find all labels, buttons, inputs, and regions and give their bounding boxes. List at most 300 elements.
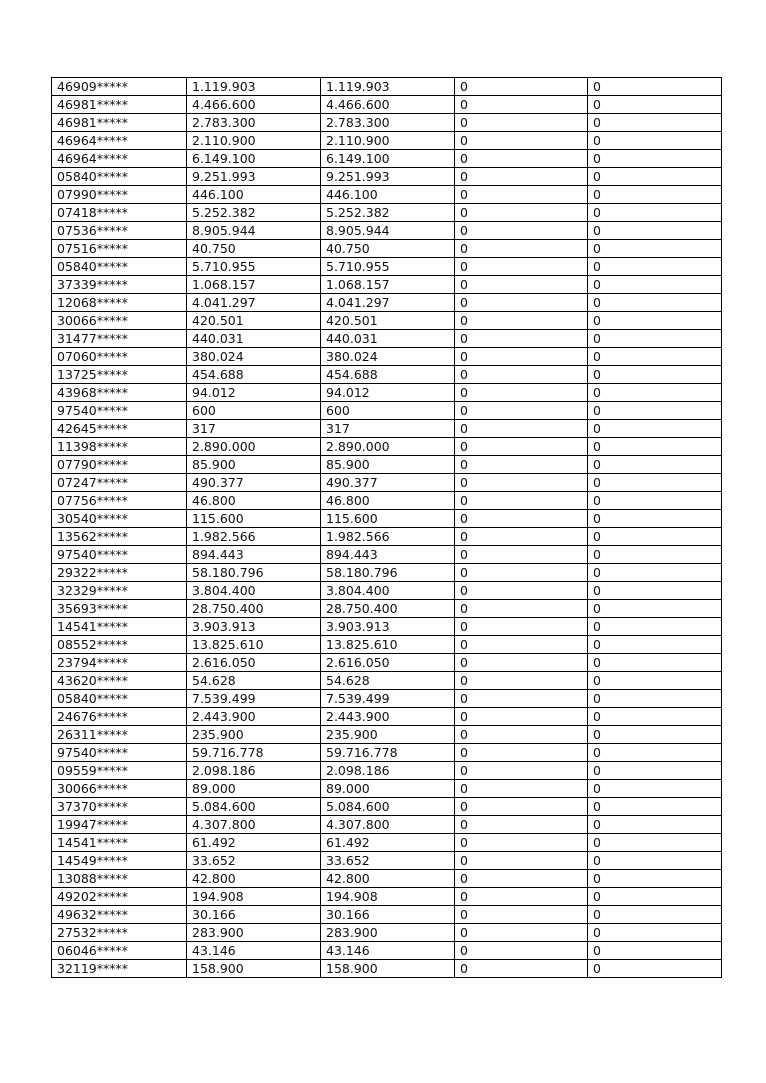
- amount-cell: 46.800: [187, 492, 321, 510]
- table-row: [52, 942, 722, 960]
- amount-cell: 2.783.300: [187, 114, 321, 132]
- value-cell: 0: [455, 456, 588, 474]
- value-cell-2: 0: [588, 960, 722, 978]
- amount-cell-2: 440.031: [321, 330, 455, 348]
- table-row: [52, 204, 722, 222]
- amount-cell: 440.031: [187, 330, 321, 348]
- amount-cell: 8.905.944: [187, 222, 321, 240]
- value-cell-2: 0: [588, 744, 722, 762]
- value-cell-2: 0: [588, 312, 722, 330]
- value-cell-2: 0: [588, 564, 722, 582]
- amount-cell: 30.166: [187, 906, 321, 924]
- value-cell-2: 0: [588, 852, 722, 870]
- amount-cell-2: 4.041.297: [321, 294, 455, 312]
- value-cell-2: 0: [588, 348, 722, 366]
- amount-cell: 28.750.400: [187, 600, 321, 618]
- value-cell-2: 0: [588, 942, 722, 960]
- id-cell: 46964*****: [52, 150, 187, 168]
- amount-cell-2: 446.100: [321, 186, 455, 204]
- value-cell-2: 0: [588, 78, 722, 96]
- id-cell: 05840*****: [52, 258, 187, 276]
- id-cell: 19947*****: [52, 816, 187, 834]
- amount-cell-2: 2.783.300: [321, 114, 455, 132]
- table-row: [52, 690, 722, 708]
- amount-cell: 283.900: [187, 924, 321, 942]
- table-row: [52, 240, 722, 258]
- value-cell: 0: [455, 78, 588, 96]
- id-cell: 07516*****: [52, 240, 187, 258]
- amount-cell: 2.443.900: [187, 708, 321, 726]
- id-cell: 09559*****: [52, 762, 187, 780]
- amount-cell-2: 89.000: [321, 780, 455, 798]
- table-row: [52, 798, 722, 816]
- id-cell: 97540*****: [52, 402, 187, 420]
- id-cell: 35693*****: [52, 600, 187, 618]
- amount-cell: 4.041.297: [187, 294, 321, 312]
- table-row: [52, 960, 722, 978]
- amount-cell: 7.539.499: [187, 690, 321, 708]
- id-cell: 07247*****: [52, 474, 187, 492]
- amount-cell-2: 158.900: [321, 960, 455, 978]
- id-cell: 42645*****: [52, 420, 187, 438]
- amount-cell-2: 2.110.900: [321, 132, 455, 150]
- table-row: [52, 600, 722, 618]
- amount-cell-2: 2.443.900: [321, 708, 455, 726]
- value-cell-2: 0: [588, 114, 722, 132]
- id-cell: 07756*****: [52, 492, 187, 510]
- id-cell: 32119*****: [52, 960, 187, 978]
- table-row: [52, 834, 722, 852]
- amount-cell-2: 5.084.600: [321, 798, 455, 816]
- value-cell: 0: [455, 384, 588, 402]
- amount-cell: 2.890.000: [187, 438, 321, 456]
- value-cell-2: 0: [588, 186, 722, 204]
- value-cell-2: 0: [588, 888, 722, 906]
- amount-cell: 3.903.913: [187, 618, 321, 636]
- amount-cell: 115.600: [187, 510, 321, 528]
- table-row: [52, 132, 722, 150]
- amount-cell-2: 9.251.993: [321, 168, 455, 186]
- table-row: [52, 168, 722, 186]
- value-cell: 0: [455, 654, 588, 672]
- value-cell-2: 0: [588, 510, 722, 528]
- table-row: [52, 438, 722, 456]
- amount-cell-2: 420.501: [321, 312, 455, 330]
- amount-cell: 61.492: [187, 834, 321, 852]
- amount-cell-2: 1.068.157: [321, 276, 455, 294]
- table-row: [52, 618, 722, 636]
- amount-cell-2: 3.804.400: [321, 582, 455, 600]
- table-row: [52, 888, 722, 906]
- amount-cell: 600: [187, 402, 321, 420]
- amount-cell: 2.616.050: [187, 654, 321, 672]
- amount-cell: 5.252.382: [187, 204, 321, 222]
- id-cell: 06046*****: [52, 942, 187, 960]
- amount-cell-2: 7.539.499: [321, 690, 455, 708]
- id-cell: 07060*****: [52, 348, 187, 366]
- value-cell: 0: [455, 600, 588, 618]
- value-cell: 0: [455, 420, 588, 438]
- table-row: [52, 582, 722, 600]
- amount-cell-2: 115.600: [321, 510, 455, 528]
- amount-cell-2: 3.903.913: [321, 618, 455, 636]
- value-cell-2: 0: [588, 924, 722, 942]
- value-cell-2: 0: [588, 672, 722, 690]
- table-body: [52, 78, 722, 978]
- amount-cell: 5.710.955: [187, 258, 321, 276]
- amount-cell: 33.652: [187, 852, 321, 870]
- value-cell-2: 0: [588, 366, 722, 384]
- amount-cell-2: 33.652: [321, 852, 455, 870]
- table-row: [52, 510, 722, 528]
- amount-cell: 446.100: [187, 186, 321, 204]
- value-cell: 0: [455, 834, 588, 852]
- table-row: [52, 258, 722, 276]
- id-cell: 14541*****: [52, 834, 187, 852]
- amount-cell-2: 317: [321, 420, 455, 438]
- amount-cell-2: 235.900: [321, 726, 455, 744]
- value-cell: 0: [455, 564, 588, 582]
- value-cell: 0: [455, 618, 588, 636]
- amount-cell: 317: [187, 420, 321, 438]
- value-cell: 0: [455, 222, 588, 240]
- value-cell: 0: [455, 186, 588, 204]
- amount-cell: 85.900: [187, 456, 321, 474]
- value-cell-2: 0: [588, 906, 722, 924]
- amount-cell-2: 42.800: [321, 870, 455, 888]
- amount-cell-2: 30.166: [321, 906, 455, 924]
- table-row: [52, 420, 722, 438]
- amount-cell-2: 600: [321, 402, 455, 420]
- table-row: [52, 906, 722, 924]
- table-row: [52, 384, 722, 402]
- value-cell-2: 0: [588, 528, 722, 546]
- id-cell: 14541*****: [52, 618, 187, 636]
- amount-cell: 158.900: [187, 960, 321, 978]
- amount-cell-2: 46.800: [321, 492, 455, 510]
- value-cell: 0: [455, 168, 588, 186]
- amount-cell-2: 1.982.566: [321, 528, 455, 546]
- amount-cell: 94.012: [187, 384, 321, 402]
- value-cell: 0: [455, 312, 588, 330]
- amount-cell-2: 13.825.610: [321, 636, 455, 654]
- id-cell: 11398*****: [52, 438, 187, 456]
- id-cell: 13725*****: [52, 366, 187, 384]
- amount-cell-2: 2.890.000: [321, 438, 455, 456]
- id-cell: 37370*****: [52, 798, 187, 816]
- value-cell-2: 0: [588, 600, 722, 618]
- id-cell: 46981*****: [52, 114, 187, 132]
- amount-cell-2: 85.900: [321, 456, 455, 474]
- value-cell: 0: [455, 438, 588, 456]
- table-row: [52, 312, 722, 330]
- value-cell: 0: [455, 150, 588, 168]
- value-cell-2: 0: [588, 456, 722, 474]
- id-cell: 46964*****: [52, 132, 187, 150]
- value-cell: 0: [455, 96, 588, 114]
- table-row: [52, 708, 722, 726]
- document-page: [51, 77, 721, 978]
- amount-cell: 235.900: [187, 726, 321, 744]
- amount-cell: 490.377: [187, 474, 321, 492]
- id-cell: 30066*****: [52, 780, 187, 798]
- value-cell-2: 0: [588, 654, 722, 672]
- amount-cell: 454.688: [187, 366, 321, 384]
- amount-cell-2: 8.905.944: [321, 222, 455, 240]
- value-cell: 0: [455, 888, 588, 906]
- table-row: [52, 348, 722, 366]
- amount-cell: 58.180.796: [187, 564, 321, 582]
- amount-cell-2: 43.146: [321, 942, 455, 960]
- value-cell-2: 0: [588, 330, 722, 348]
- table-row: [52, 546, 722, 564]
- value-cell-2: 0: [588, 582, 722, 600]
- table-row: [52, 276, 722, 294]
- id-cell: 14549*****: [52, 852, 187, 870]
- table-row: [52, 636, 722, 654]
- value-cell-2: 0: [588, 276, 722, 294]
- value-cell: 0: [455, 906, 588, 924]
- value-cell: 0: [455, 294, 588, 312]
- value-cell: 0: [455, 798, 588, 816]
- value-cell-2: 0: [588, 204, 722, 222]
- amount-cell: 6.149.100: [187, 150, 321, 168]
- value-cell: 0: [455, 636, 588, 654]
- value-cell-2: 0: [588, 492, 722, 510]
- id-cell: 13088*****: [52, 870, 187, 888]
- amount-cell: 40.750: [187, 240, 321, 258]
- value-cell-2: 0: [588, 690, 722, 708]
- value-cell: 0: [455, 726, 588, 744]
- id-cell: 23794*****: [52, 654, 187, 672]
- table-row: [52, 924, 722, 942]
- value-cell-2: 0: [588, 798, 722, 816]
- value-cell-2: 0: [588, 294, 722, 312]
- value-cell: 0: [455, 690, 588, 708]
- table-row: [52, 852, 722, 870]
- data-table: [51, 77, 722, 978]
- amount-cell-2: 194.908: [321, 888, 455, 906]
- amount-cell: 9.251.993: [187, 168, 321, 186]
- value-cell-2: 0: [588, 708, 722, 726]
- table-row: [52, 654, 722, 672]
- amount-cell-2: 454.688: [321, 366, 455, 384]
- amount-cell: 420.501: [187, 312, 321, 330]
- id-cell: 31477*****: [52, 330, 187, 348]
- value-cell: 0: [455, 258, 588, 276]
- table-row: [52, 150, 722, 168]
- amount-cell-2: 61.492: [321, 834, 455, 852]
- value-cell: 0: [455, 780, 588, 798]
- value-cell: 0: [455, 960, 588, 978]
- value-cell: 0: [455, 744, 588, 762]
- amount-cell: 2.098.186: [187, 762, 321, 780]
- table-row: [52, 870, 722, 888]
- amount-cell-2: 40.750: [321, 240, 455, 258]
- value-cell: 0: [455, 510, 588, 528]
- value-cell-2: 0: [588, 420, 722, 438]
- value-cell: 0: [455, 366, 588, 384]
- value-cell: 0: [455, 348, 588, 366]
- table-row: [52, 762, 722, 780]
- table-row: [52, 186, 722, 204]
- table-row: [52, 294, 722, 312]
- amount-cell-2: 490.377: [321, 474, 455, 492]
- amount-cell: 5.084.600: [187, 798, 321, 816]
- amount-cell: 894.443: [187, 546, 321, 564]
- amount-cell-2: 894.443: [321, 546, 455, 564]
- amount-cell-2: 2.098.186: [321, 762, 455, 780]
- table-row: [52, 222, 722, 240]
- value-cell: 0: [455, 816, 588, 834]
- table-row: [52, 492, 722, 510]
- value-cell-2: 0: [588, 438, 722, 456]
- table-row: [52, 96, 722, 114]
- table-row: [52, 564, 722, 582]
- table-row: [52, 528, 722, 546]
- amount-cell-2: 58.180.796: [321, 564, 455, 582]
- value-cell: 0: [455, 330, 588, 348]
- table-row: [52, 816, 722, 834]
- id-cell: 30066*****: [52, 312, 187, 330]
- id-cell: 37339*****: [52, 276, 187, 294]
- value-cell: 0: [455, 474, 588, 492]
- value-cell-2: 0: [588, 546, 722, 564]
- amount-cell: 1.982.566: [187, 528, 321, 546]
- value-cell: 0: [455, 852, 588, 870]
- amount-cell: 1.119.903: [187, 78, 321, 96]
- table-row: [52, 114, 722, 132]
- value-cell-2: 0: [588, 96, 722, 114]
- amount-cell-2: 59.716.778: [321, 744, 455, 762]
- amount-cell-2: 6.149.100: [321, 150, 455, 168]
- id-cell: 32329*****: [52, 582, 187, 600]
- id-cell: 49202*****: [52, 888, 187, 906]
- value-cell: 0: [455, 114, 588, 132]
- value-cell: 0: [455, 546, 588, 564]
- value-cell-2: 0: [588, 474, 722, 492]
- table-row: [52, 726, 722, 744]
- id-cell: 97540*****: [52, 546, 187, 564]
- amount-cell-2: 28.750.400: [321, 600, 455, 618]
- id-cell: 07990*****: [52, 186, 187, 204]
- value-cell-2: 0: [588, 762, 722, 780]
- amount-cell-2: 5.710.955: [321, 258, 455, 276]
- amount-cell: 13.825.610: [187, 636, 321, 654]
- amount-cell: 3.804.400: [187, 582, 321, 600]
- amount-cell: 1.068.157: [187, 276, 321, 294]
- amount-cell-2: 283.900: [321, 924, 455, 942]
- table-row: [52, 744, 722, 762]
- id-cell: 46981*****: [52, 96, 187, 114]
- value-cell: 0: [455, 204, 588, 222]
- id-cell: 07418*****: [52, 204, 187, 222]
- value-cell-2: 0: [588, 780, 722, 798]
- value-cell-2: 0: [588, 834, 722, 852]
- id-cell: 46909*****: [52, 78, 187, 96]
- amount-cell-2: 1.119.903: [321, 78, 455, 96]
- value-cell: 0: [455, 528, 588, 546]
- id-cell: 07790*****: [52, 456, 187, 474]
- amount-cell: 54.628: [187, 672, 321, 690]
- id-cell: 13562*****: [52, 528, 187, 546]
- value-cell: 0: [455, 240, 588, 258]
- value-cell-2: 0: [588, 636, 722, 654]
- id-cell: 43968*****: [52, 384, 187, 402]
- value-cell-2: 0: [588, 870, 722, 888]
- amount-cell-2: 380.024: [321, 348, 455, 366]
- amount-cell: 43.146: [187, 942, 321, 960]
- value-cell-2: 0: [588, 402, 722, 420]
- value-cell: 0: [455, 942, 588, 960]
- amount-cell: 2.110.900: [187, 132, 321, 150]
- amount-cell: 42.800: [187, 870, 321, 888]
- value-cell-2: 0: [588, 132, 722, 150]
- amount-cell-2: 94.012: [321, 384, 455, 402]
- value-cell-2: 0: [588, 726, 722, 744]
- id-cell: 43620*****: [52, 672, 187, 690]
- id-cell: 97540*****: [52, 744, 187, 762]
- id-cell: 05840*****: [52, 168, 187, 186]
- value-cell: 0: [455, 402, 588, 420]
- table-row: [52, 672, 722, 690]
- id-cell: 29322*****: [52, 564, 187, 582]
- value-cell-2: 0: [588, 168, 722, 186]
- value-cell-2: 0: [588, 240, 722, 258]
- table-row: [52, 78, 722, 96]
- table-row: [52, 456, 722, 474]
- value-cell: 0: [455, 924, 588, 942]
- id-cell: 49632*****: [52, 906, 187, 924]
- id-cell: 05840*****: [52, 690, 187, 708]
- amount-cell: 59.716.778: [187, 744, 321, 762]
- value-cell-2: 0: [588, 150, 722, 168]
- value-cell: 0: [455, 870, 588, 888]
- id-cell: 12068*****: [52, 294, 187, 312]
- value-cell-2: 0: [588, 618, 722, 636]
- id-cell: 07536*****: [52, 222, 187, 240]
- value-cell-2: 0: [588, 222, 722, 240]
- amount-cell-2: 4.466.600: [321, 96, 455, 114]
- amount-cell: 380.024: [187, 348, 321, 366]
- amount-cell: 194.908: [187, 888, 321, 906]
- id-cell: 30540*****: [52, 510, 187, 528]
- amount-cell: 4.307.800: [187, 816, 321, 834]
- value-cell-2: 0: [588, 816, 722, 834]
- amount-cell-2: 2.616.050: [321, 654, 455, 672]
- table-row: [52, 474, 722, 492]
- table-row: [52, 366, 722, 384]
- value-cell: 0: [455, 276, 588, 294]
- value-cell: 0: [455, 708, 588, 726]
- value-cell: 0: [455, 582, 588, 600]
- table-row: [52, 402, 722, 420]
- table-row: [52, 330, 722, 348]
- amount-cell: 89.000: [187, 780, 321, 798]
- value-cell: 0: [455, 762, 588, 780]
- amount-cell: 4.466.600: [187, 96, 321, 114]
- id-cell: 08552*****: [52, 636, 187, 654]
- value-cell-2: 0: [588, 384, 722, 402]
- table-row: [52, 780, 722, 798]
- amount-cell-2: 5.252.382: [321, 204, 455, 222]
- value-cell: 0: [455, 132, 588, 150]
- id-cell: 24676*****: [52, 708, 187, 726]
- value-cell-2: 0: [588, 258, 722, 276]
- id-cell: 27532*****: [52, 924, 187, 942]
- value-cell: 0: [455, 492, 588, 510]
- amount-cell-2: 54.628: [321, 672, 455, 690]
